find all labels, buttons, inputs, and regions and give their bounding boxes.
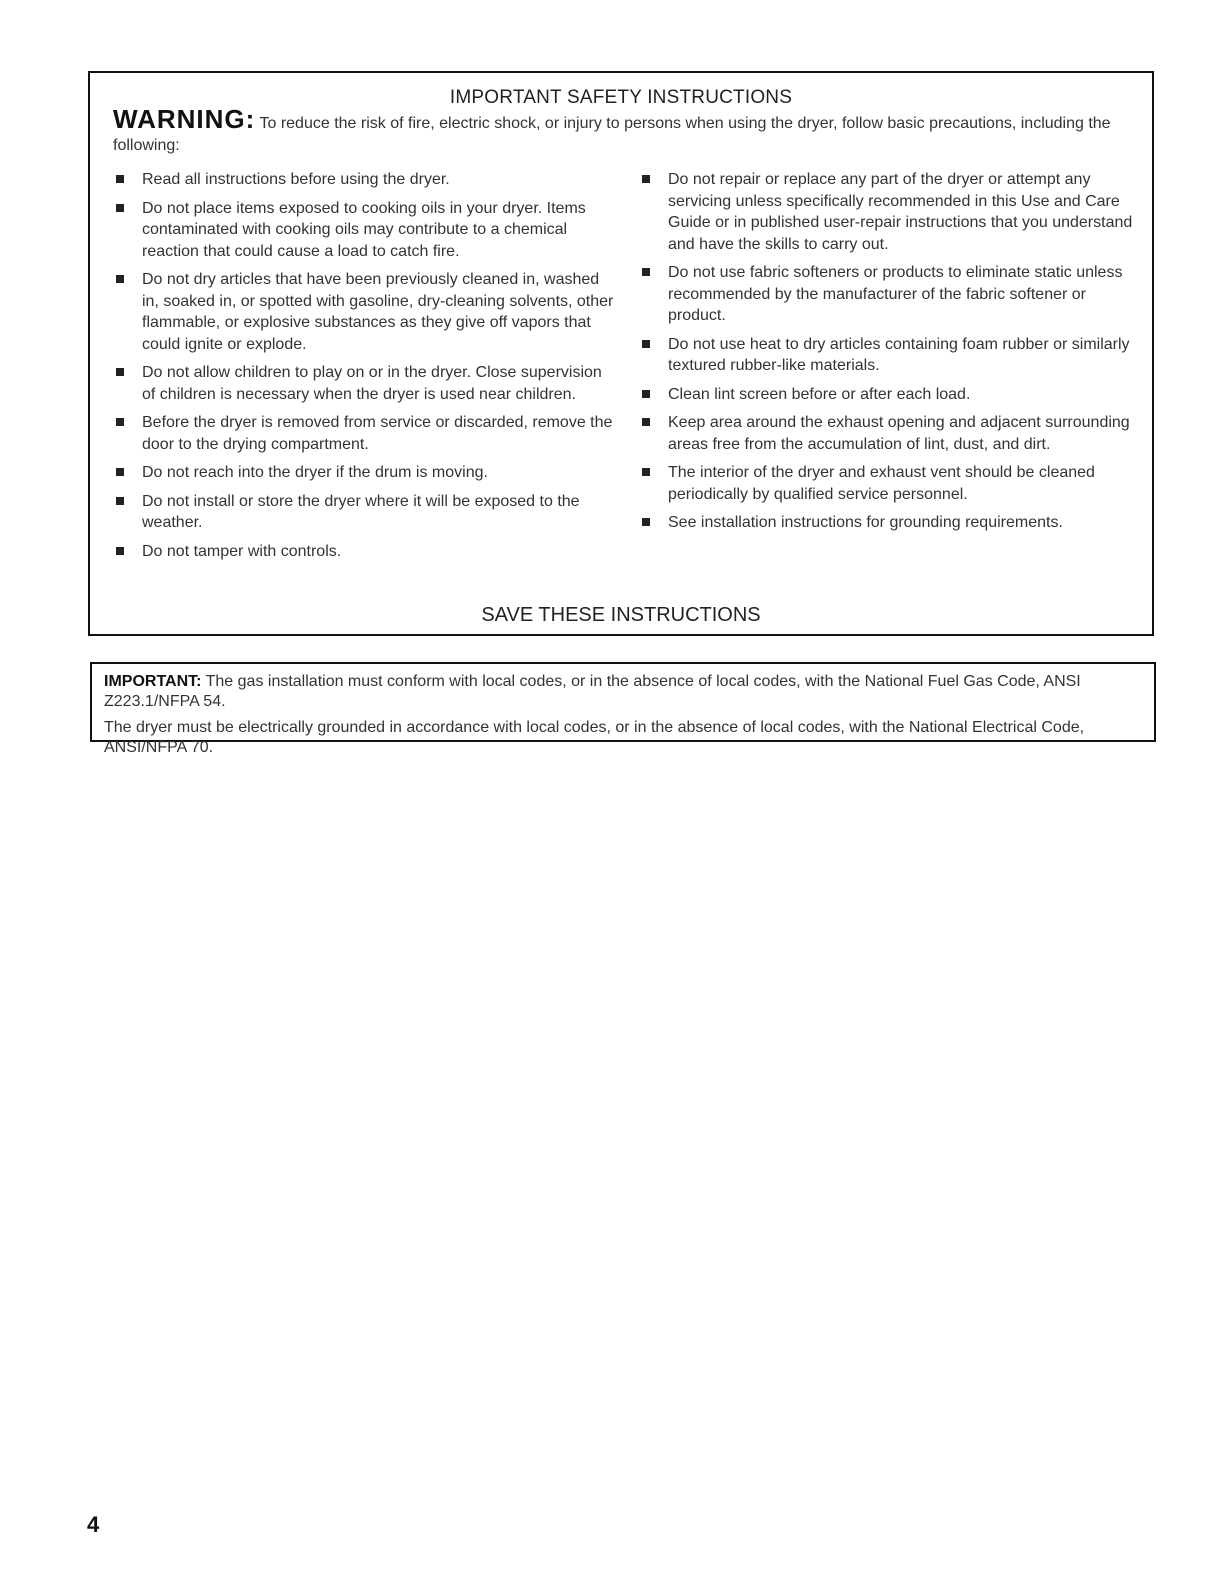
bullet-square-icon <box>116 468 124 476</box>
list-item <box>642 334 1137 377</box>
bullet-square-icon <box>642 418 650 426</box>
bullet-square-icon <box>116 204 124 212</box>
list-item-text: Do not place items exposed to cooking oils in your dryer. Items contaminated with cooking oils may contribute to a chemical reaction that could cause a load to catch fire. <box>142 199 586 260</box>
list-item <box>642 384 1137 406</box>
important-label: IMPORTANT: <box>104 673 202 690</box>
list-item <box>642 262 1137 327</box>
bullet-square-icon <box>116 368 124 376</box>
bullet-square-icon <box>642 175 650 183</box>
list-item-text: Keep area around the exhaust opening and adjacent surrounding areas free from the accumulation of lint, dust, and dirt. <box>668 414 1130 453</box>
list-item-text: Do not tamper with controls. <box>142 542 342 560</box>
save-instructions-heading: SAVE THESE INSTRUCTIONS <box>481 604 761 626</box>
bullet-square-icon <box>116 497 124 505</box>
bullet-square-icon <box>642 468 650 476</box>
list-item-text: Read all instructions before using the dryer. <box>142 171 450 188</box>
list-item <box>116 198 616 263</box>
left-bullet-column <box>116 169 616 569</box>
list-item <box>116 169 616 191</box>
gas-code-text: The gas installation must conform with local codes, or in the absence of local codes, with the National Fuel Gas Code, ANSI Z223.1/NFPA 54. <box>104 673 1081 710</box>
safety-title: IMPORTANT SAFETY INSTRUCTIONS <box>449 87 793 108</box>
list-item <box>642 169 1137 255</box>
bullet-square-icon <box>116 275 124 283</box>
list-item <box>116 362 616 405</box>
list-item <box>642 512 1137 534</box>
list-item <box>116 541 616 563</box>
list-item-text: Do not reach into the dryer if the drum is moving. <box>142 464 488 481</box>
list-item-text: Do not use heat to dry articles containing foam rubber or similarly textured rubber-like materials. <box>668 335 1130 374</box>
list-item <box>642 412 1137 455</box>
list-item <box>116 491 616 534</box>
list-item <box>116 269 616 355</box>
list-item-text: Do not repair or replace any part of the dryer or attempt any servicing unless specifically recommended in this Use and Care Guide or in published user-repair instructions that you understand and have the skills to carry out. <box>668 171 1133 253</box>
list-item-text: Do not allow children to play on or in the dryer. Close supervision of children is necessary when the dryer is used near children. <box>142 364 602 403</box>
right-bullet-column <box>642 169 1137 541</box>
bullet-square-icon <box>116 547 124 555</box>
list-item-text: The interior of the dryer and exhaust vent should be cleaned periodically by qualified service personnel. <box>668 464 1095 503</box>
list-item <box>116 412 616 455</box>
bullet-square-icon <box>116 175 124 183</box>
electric-code-notice: The dryer must be electrically grounded in accordance with local codes, or in the absence of local codes, with the National Electrical Code, ANSI/NFPA 70. <box>104 719 1085 756</box>
bullet-square-icon <box>642 340 650 348</box>
gas-code-notice <box>104 672 1138 712</box>
warning-label: WARNING: <box>113 104 256 134</box>
list-item-text: Do not dry articles that have been previously cleaned in, washed in, soaked in, or spotted with gasoline, dry-cleaning solvents, other flammable, or explosive substances as they give off vapors that could ignite or explode. <box>142 271 614 353</box>
list-item-text: See installation instructions for grounding requirements. <box>668 514 1063 531</box>
list-item-text: Clean lint screen before or after each load. <box>668 385 971 403</box>
bullet-square-icon <box>642 518 650 526</box>
warning-text: To reduce the risk of fire, electric shock, or injury to persons when using the dryer, follow basic precautions, including the following: <box>113 115 1111 154</box>
bullet-square-icon <box>642 268 650 276</box>
list-item-text: Do not use fabric softeners or products to eliminate static unless recommended by the manufacturer of the fabric softener or product. <box>668 264 1123 324</box>
safety-instructions-box <box>88 71 1154 636</box>
bullet-square-icon <box>116 418 124 426</box>
list-item-text: Before the dryer is removed from service or discarded, remove the door to the drying compartment. <box>142 414 613 453</box>
page-number: 4 <box>87 1512 100 1537</box>
important-notice-box <box>90 662 1156 756</box>
list-item-text: Do not install or store the dryer where it will be exposed to the weather. <box>142 492 580 531</box>
list-item <box>642 462 1137 505</box>
bullet-square-icon <box>642 390 650 398</box>
list-item <box>116 462 616 484</box>
warning-paragraph <box>113 104 1130 157</box>
